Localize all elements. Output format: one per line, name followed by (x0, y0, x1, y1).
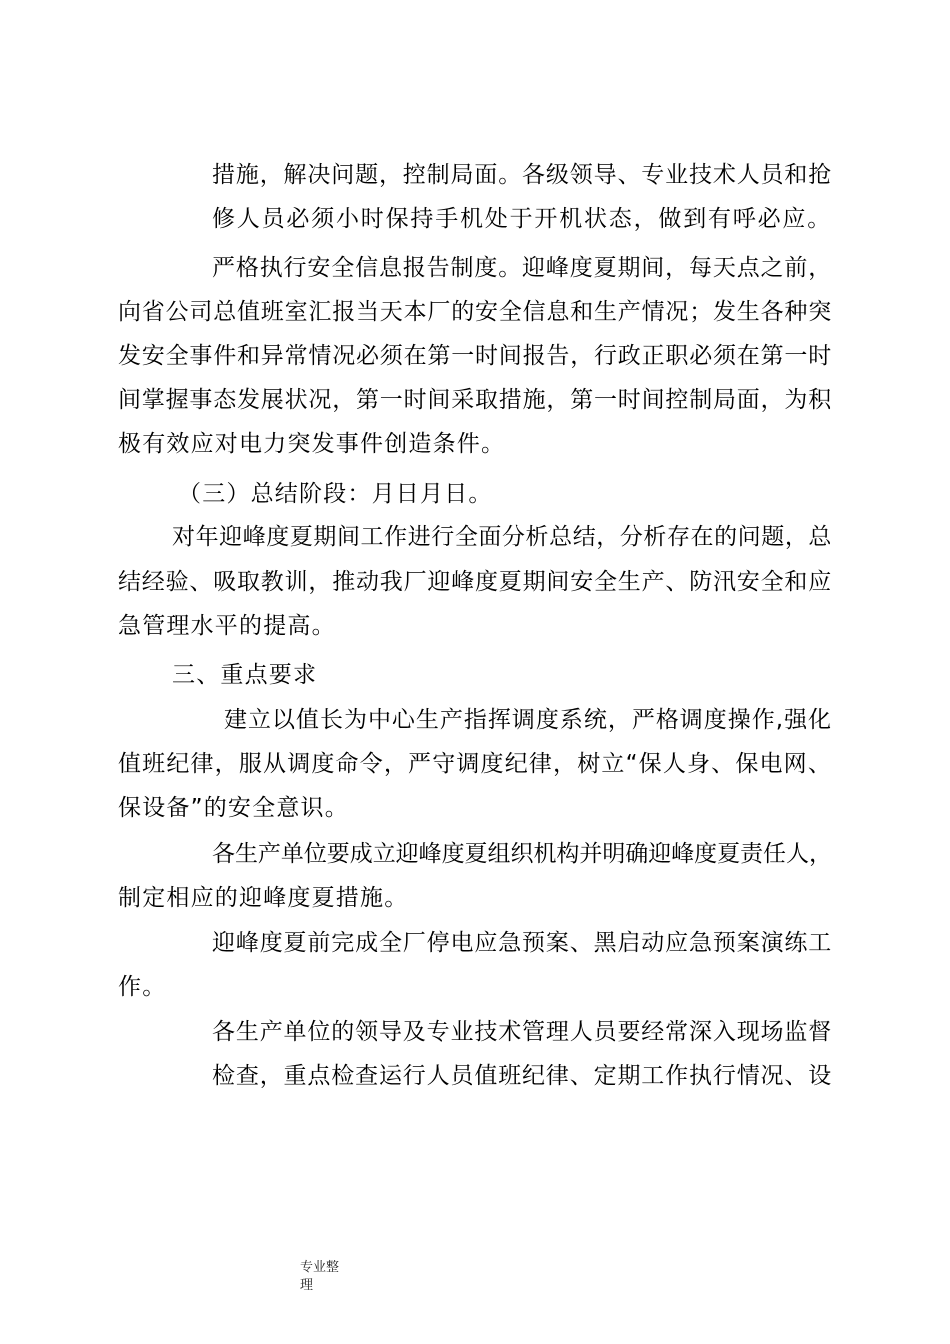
footer-text: 专业整 (300, 1260, 340, 1275)
text-line: 间掌握事态发展状况，第一时间采取措施，第一时间控制局面，为积 (118, 387, 832, 413)
text-line: 作。 (118, 974, 167, 1000)
text-line: 措施，解决问题，控制局面。各级领导、专业技术人员和抢 (212, 162, 833, 188)
text-line: 保设备”的安全意识。 (118, 795, 349, 821)
text-line: 极有效应对电力突发事件创造条件。 (118, 431, 506, 457)
text-line: 检查，重点检查运行人员值班纪律、定期工作执行情况、设 (212, 1063, 833, 1089)
text-line: 发安全事件和异常情况必须在第一时间报告，行政正职必须在第一时 (118, 343, 832, 369)
text-line: 严格执行安全信息报告制度。迎峰度夏期间，每天点之前， (212, 255, 833, 281)
section-heading: （三）总结阶段：月日月日。 (178, 481, 493, 507)
section-heading: 三、重点要求 (172, 662, 318, 688)
text-line: 对年迎峰度夏期间工作进行全面分析总结，分析存在的问题，总 (172, 524, 832, 550)
text-line: 迎峰度夏前完成全厂停电应急预案、黑启动应急预案演练工 (212, 930, 833, 956)
footer-text: 理 (300, 1278, 314, 1293)
text-line: 制定相应的迎峰度夏措施。 (118, 885, 409, 911)
text-line: 建立以值长为中心生产指挥调度系统，严格调度操作,强化 (224, 707, 833, 733)
text-line: 急管理水平的提高。 (118, 613, 336, 639)
text-line: 值班纪律，服从调度命令，严守调度纪律，树立“保人身、保电网、 (118, 751, 833, 777)
text-line: 各生产单位的领导及专业技术管理人员要经常深入现场监督 (212, 1019, 833, 1045)
text-line: 结经验、吸取教训，推动我厂迎峰度夏期间安全生产、防汛安全和应 (118, 569, 832, 595)
text-line: 修人员必须小时保持手机处于开机状态，做到有呼必应。 (212, 206, 832, 232)
text-line: 各生产单位要成立迎峰度夏组织机构并明确迎峰度夏责任人， (212, 841, 832, 867)
text-line: 向省公司总值班室汇报当天本厂的安全信息和生产情况；发生各种突 (118, 299, 832, 325)
